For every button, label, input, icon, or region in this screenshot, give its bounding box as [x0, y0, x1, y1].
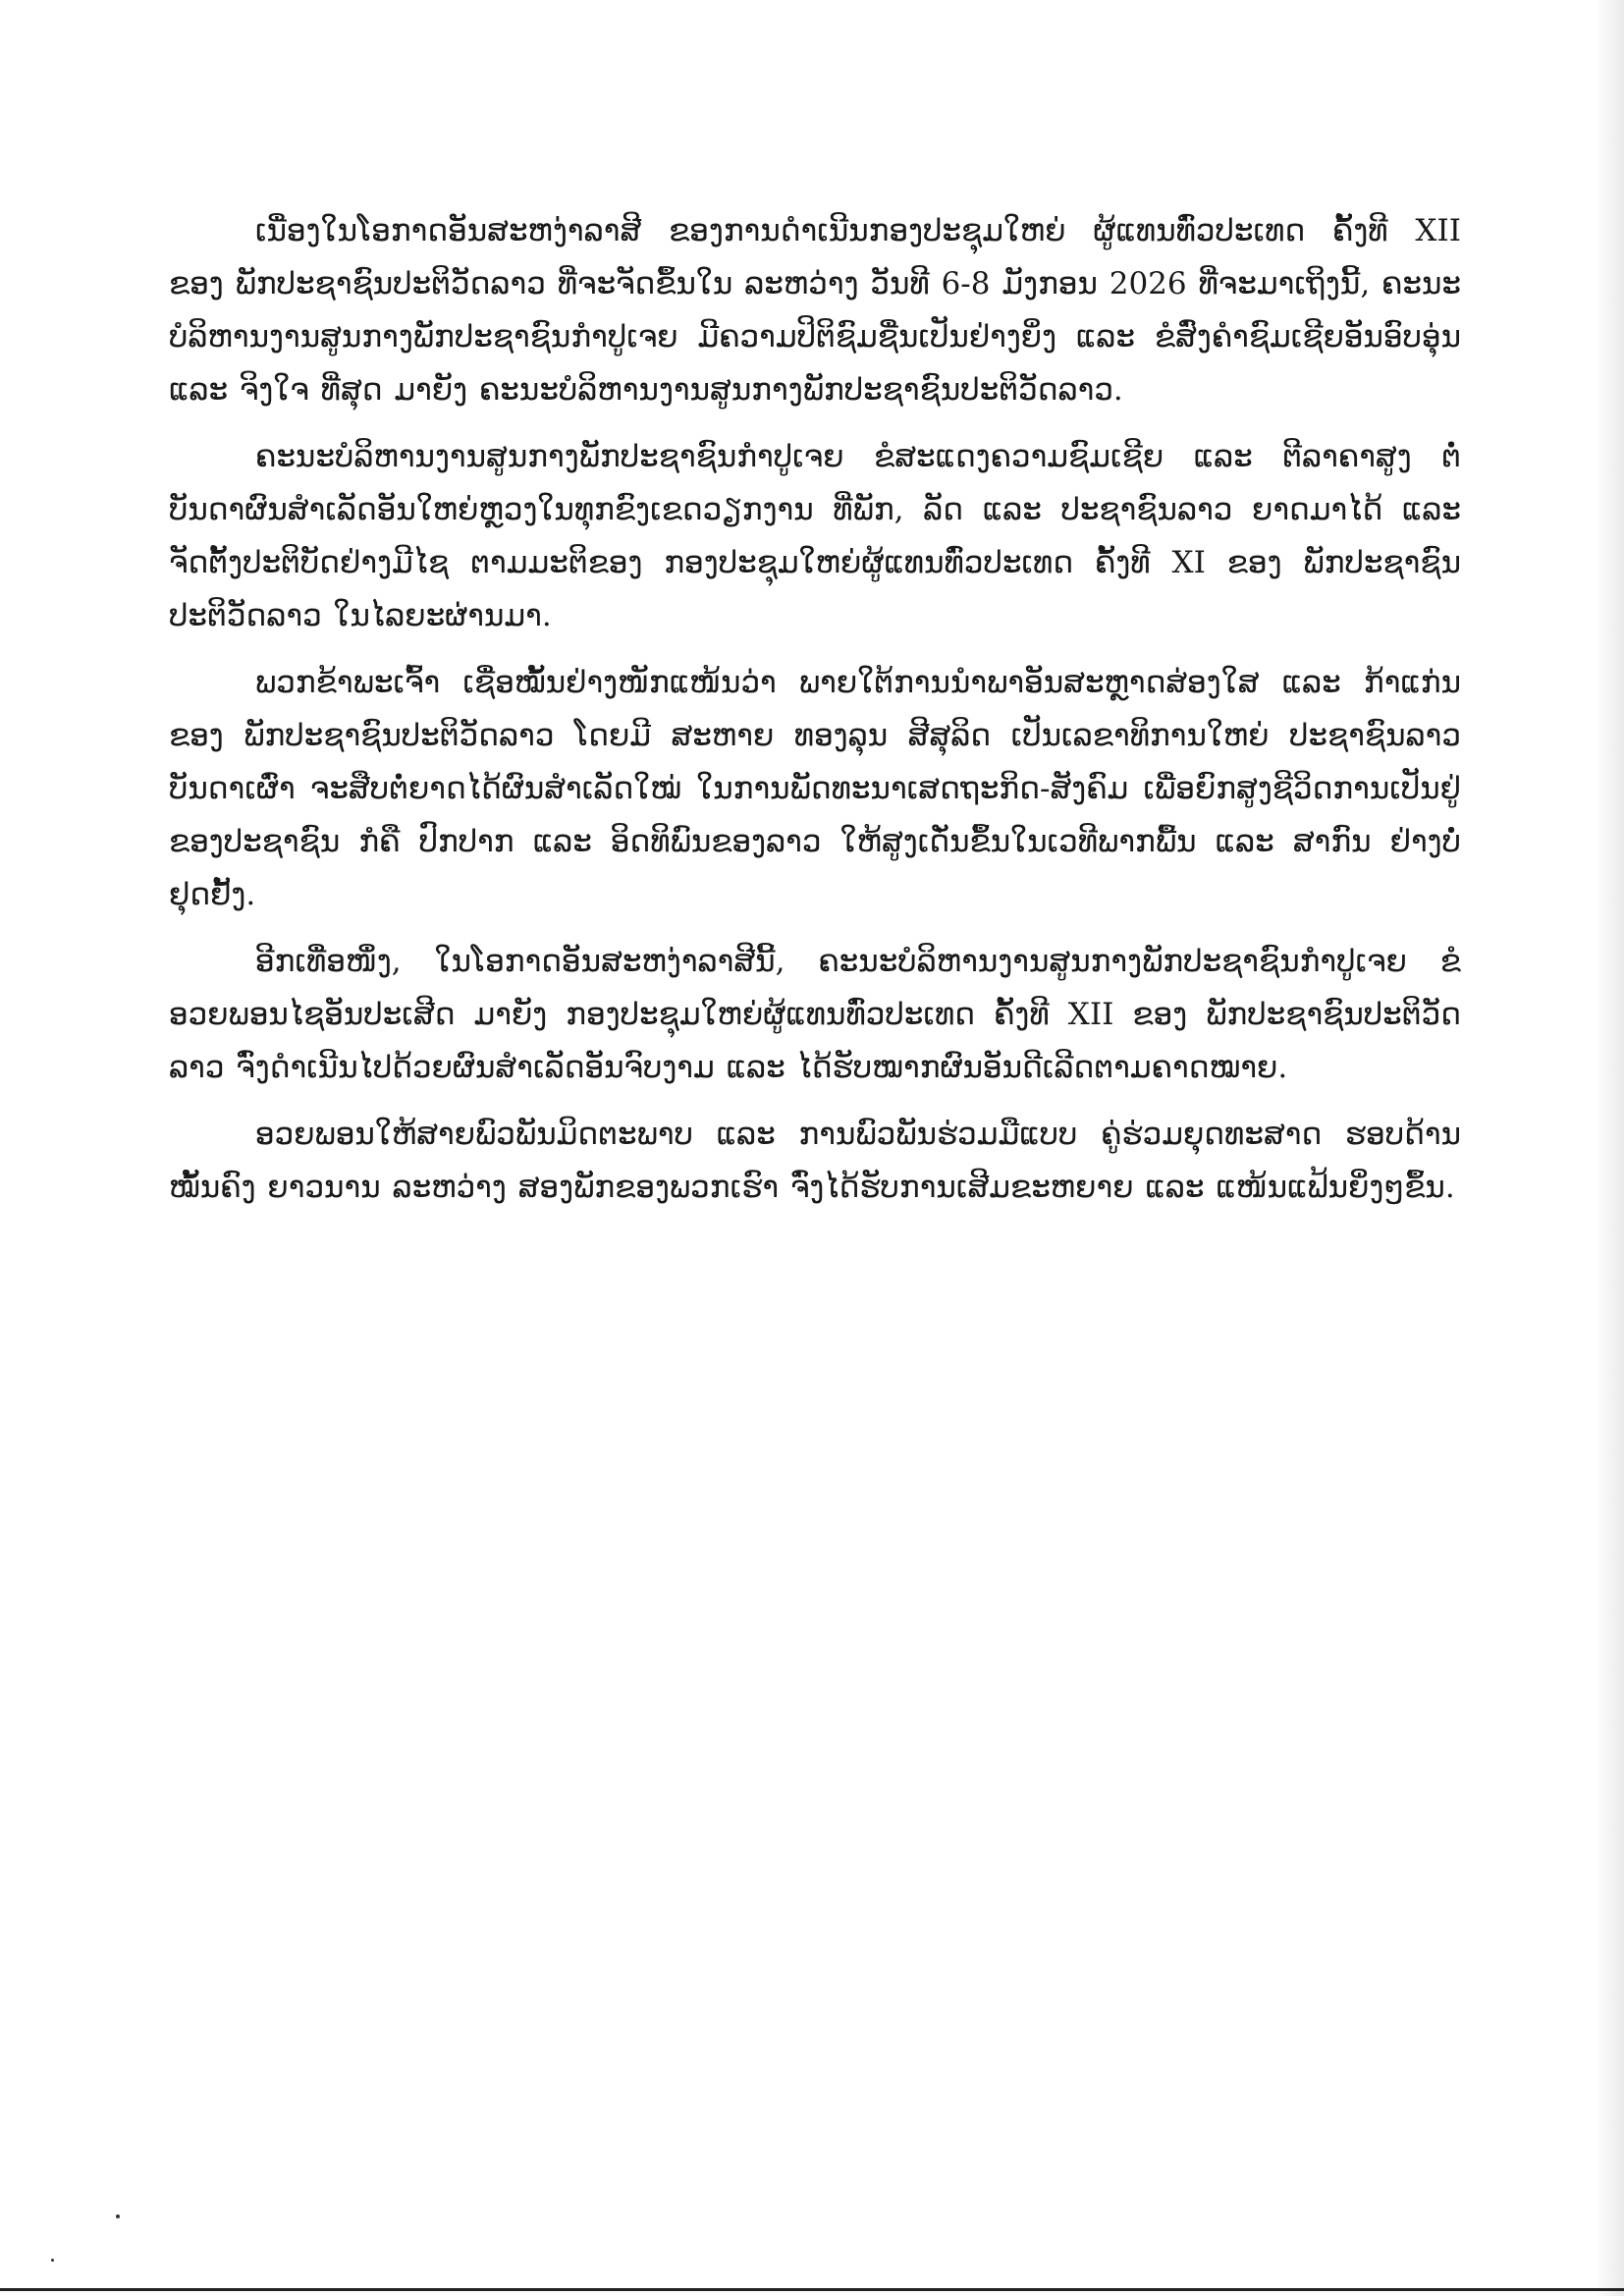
paragraph-wishes-congress: ອີກເທື່ອໜຶ່ງ, ໃນໂອກາດອັນສະຫງ່າລາສີນີ້, ຄະນະບໍລິຫານງານສູນກາງພັກປະຊາຊົນກຳປູເຈຍ ຂໍອວຍພອນໄຊອັນປະເສີດ ມາຍັງ ກອງປະຊຸມໃຫຍ່ຜູ້ແທນທົ່ວປະເທດ ຄັ້ງທີ XII ຂອງ ພັກປະຊາຊົນປະຕິວັດລາວ ຈົ່ງດຳເນີນໄປດ້ວຍຜົນສຳເລັດອັນຈົບງາມ ແລະ ໄດ້ຮັບໝາກຜົນອັນດີເລີດຕາມຄາດໝາຍ.: [169, 944, 1461, 1085]
paragraph-wishes-friendship: ອວຍພອນໃຫ້ສາຍພົວພັນມິດຕະພາບ ແລະ ການພົວພັນຮ່ວມມືແບບ ຄູ່ຮ່ວມຍຸດທະສາດ ຮອບດ້ານ ໝັ້ນຄົງ ຍາວນານ ລະຫວ່າງ ສອງພັກຂອງພວກເຮົາ ຈົ່ງໄດ້ຮັບການເສີມຂະຫຍາຍ ແລະ ແໜ້ນແຟ້ນຍິ່ງໆຂຶ້ນ.: [169, 1117, 1461, 1205]
bottom-edge-line: [0, 2288, 1624, 2291]
paragraph-congratulations: ເນື່ອງໃນໂອກາດອັນສະຫງ່າລາສີ ຂອງການດຳເນີນກອງປະຊຸມໃຫຍ່ ຜູ້ແທນທົ່ວປະເທດ ຄັ້ງທີ XII ຂອງ ພັກປະຊາຊົນປະຕິວັດລາວ ທີ່ຈະຈັດຂຶ້ນໃນ ລະຫວ່າງ ວັນທີ 6-8 ມັງກອນ 2026 ທີ່ຈະມາເຖິງນີ້, ຄະນະບໍລິຫານງານສູນກາງພັກປະຊາຊົນກຳປູເຈຍ ມີຄວາມປິຕິຊົມຊື່ນເປັນຢ່າງຍິ່ງ ແລະ ຂໍສົ່ງຄຳຊົມເຊີຍອັນອົບອຸ່ນ ແລະ ຈິງໃຈ ທີ່ສຸດ ມາຍັງ ຄະນະບໍລິຫານງານສູນກາງພັກປະຊາຊົນປະຕິວັດລາວ.: [169, 213, 1461, 408]
scan-speck: [51, 2259, 54, 2262]
letter-body: [169, 204, 1461, 1214]
scan-speck: [116, 2214, 120, 2218]
scan-edge-shadow: [1595, 0, 1624, 2296]
paragraph-appreciation: ຄະນະບໍລິຫານງານສູນກາງພັກປະຊາຊົນກຳປູເຈຍ ຂໍສະແດງຄວາມຊົມເຊີຍ ແລະ ຕີລາຄາສູງ ຕໍ່ບັນດາຜົນສຳເລັດອັນໃຫຍ່ຫຼວງໃນທຸກຂົງເຂດວຽກງານ ທີ່ພັກ, ລັດ ແລະ ປະຊາຊົນລາວ ຍາດມາໄດ້ ແລະ ຈັດຕັ້ງປະຕິບັດຢ່າງມີໄຊ ຕາມມະຕິຂອງ ກອງປະຊຸມໃຫຍ່ຜູ້ແທນທົ່ວປະເທດ ຄັ້ງທີ XI ຂອງ ພັກປະຊາຊົນປະຕິວັດລາວ ໃນໄລຍະຜ່ານມາ.: [169, 439, 1461, 633]
paragraph-confidence: ພວກຂ້າພະເຈົ້າ ເຊື່ອໝັ້ນຢ່າງໜັກແໜ້ນວ່າ ພາຍໃຕ້ການນຳພາອັນສະຫຼາດສ່ອງໃສ ແລະ ກ້າແກ່ນ ຂອງ ພັກປະຊາຊົນປະຕິວັດລາວ ໂດຍມີ ສະຫາຍ ທອງລຸນ ສີສຸລິດ ເປັນເລຂາທິການໃຫຍ່ ປະຊາຊົນລາວບັນດາເຜົ່າ ຈະສືບຕໍ່ຍາດໄດ້ຜົນສຳເລັດໃໝ່ ໃນການພັດທະນາເສດຖະກິດ-ສັງຄົມ ເພື່ອຍົກສູງຊີວິດການເປັນຢູ່ຂອງປະຊາຊົນ ກໍຄື ປົກປາກ ແລະ ອິດທິພົນຂອງລາວ ໃຫ້ສູງເດັ່ນຂຶ້ນໃນເວທີພາກພື້ນ ແລະ ສາກົນ ຢ່າງບໍ່ຢຸດຢັ້ງ.: [169, 665, 1461, 912]
